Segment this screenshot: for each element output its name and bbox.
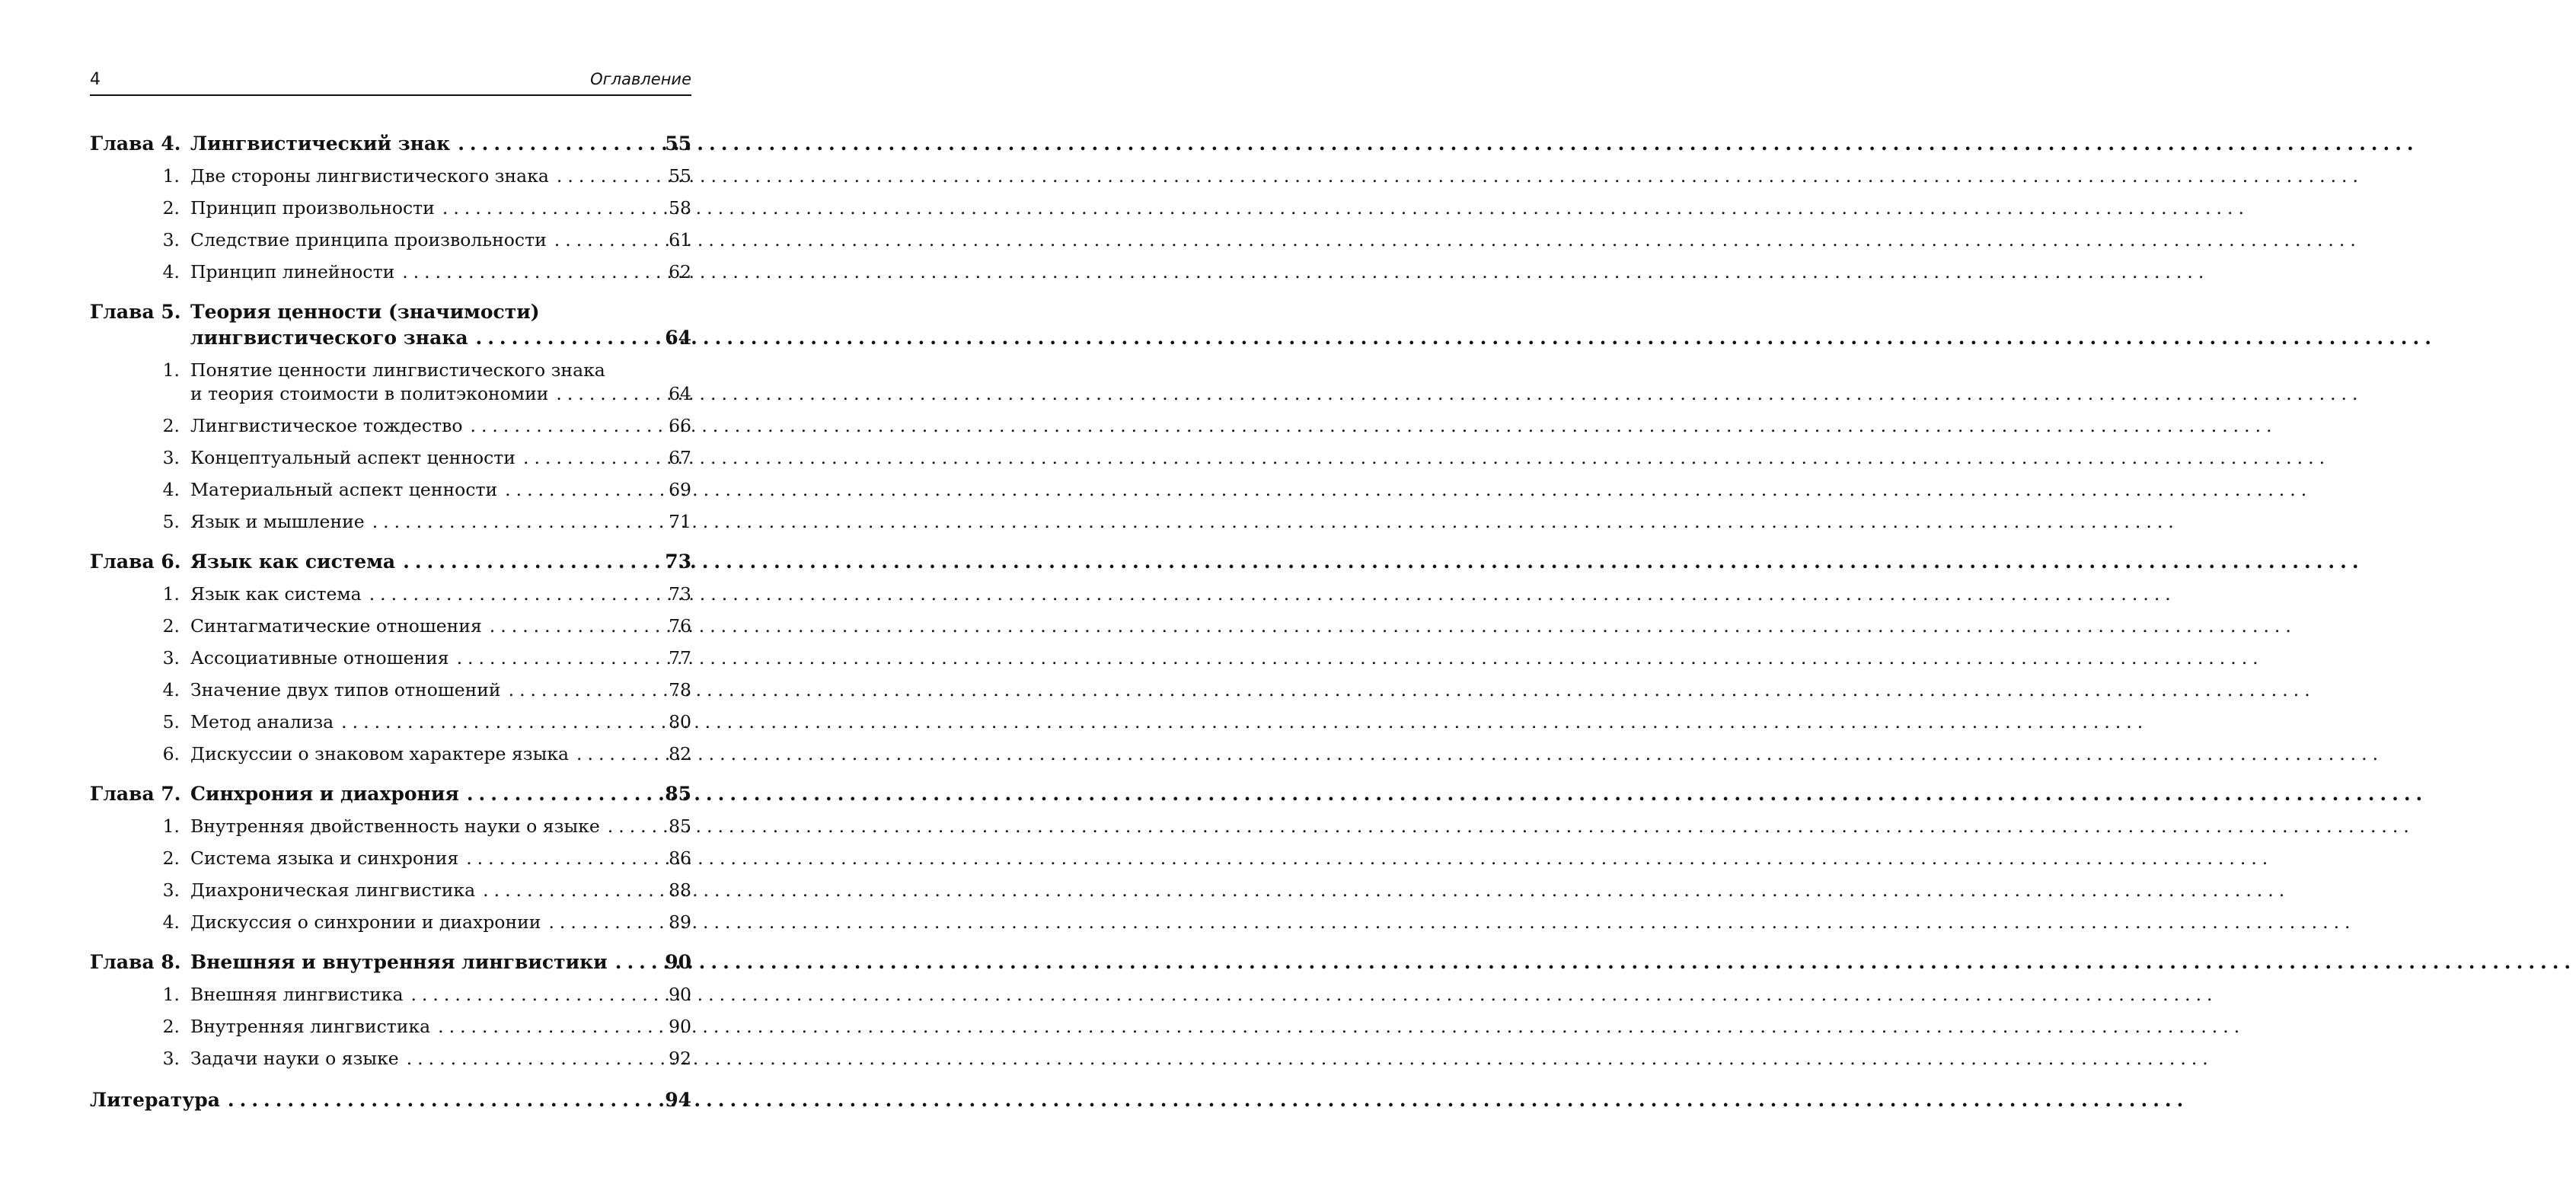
- section-title-line: [190, 260, 691, 284]
- section-title-line: [190, 614, 691, 638]
- section-entry: [90, 614, 691, 638]
- leader-dots: [615, 949, 650, 975]
- section-title-line: [190, 228, 691, 252]
- leader-dots: [557, 164, 650, 188]
- chapter-title-line: [190, 781, 691, 807]
- section-number: 1.: [162, 984, 180, 1005]
- leader-dots: [458, 131, 650, 157]
- leader-dots: [470, 414, 650, 438]
- section-page-number: 77: [669, 647, 691, 669]
- chapter-label: Глава 7.: [90, 783, 181, 805]
- section-title-text: Внешняя лингвистика: [190, 984, 404, 1005]
- leader-dots: [548, 911, 650, 934]
- section-title: [190, 678, 691, 702]
- leader-dots: [442, 196, 650, 220]
- section-entry: [90, 446, 691, 470]
- section-number: 4.: [162, 261, 180, 282]
- section-page-number: 73: [669, 583, 691, 605]
- section-page-number: 90: [669, 984, 691, 1005]
- section-title-text: Дискуссии о знаковом характере языка: [190, 743, 570, 764]
- leader-dots: [466, 847, 650, 870]
- leader-dots: [372, 510, 650, 534]
- section-title-line: [190, 582, 691, 606]
- section-title-text: Синтагматические отношения: [190, 615, 482, 637]
- chapter-label: Глава 8.: [90, 951, 181, 973]
- section-title: [190, 510, 691, 534]
- section-title: [190, 228, 691, 252]
- section-number: 4.: [162, 479, 180, 500]
- section-page-number: 78: [669, 679, 691, 701]
- chapter-title: [190, 131, 691, 157]
- section-entry: [90, 164, 691, 188]
- chapter-label: Глава 6.: [90, 551, 181, 573]
- section-number: 2.: [162, 847, 180, 869]
- chapter-title-text: Синхрония и диахрония: [190, 783, 459, 805]
- chapter-title: [190, 781, 691, 807]
- section-title-line: [190, 742, 691, 766]
- section-title-text: Концептуальный аспект ценности: [190, 447, 516, 468]
- section-title-line: [190, 983, 691, 1007]
- section-entry: [90, 678, 691, 702]
- literature-page-number: 94: [665, 1089, 691, 1111]
- section-title-text: Понятие ценности лингвистического знака: [190, 359, 605, 381]
- section-title: [190, 815, 691, 838]
- leader-dots: [228, 1087, 650, 1113]
- section-title-line: [190, 382, 691, 406]
- section-page-number: 89: [669, 911, 691, 933]
- chapter-page-number: 64: [665, 327, 691, 349]
- section-entry: [90, 742, 691, 766]
- chapter-label: Глава 4.: [90, 132, 181, 155]
- chapter-entry: [90, 549, 691, 575]
- section-number: 3.: [162, 879, 180, 901]
- section-title: [190, 646, 691, 670]
- section-page-number: 80: [669, 711, 691, 732]
- section-page-number: 90: [669, 1016, 691, 1037]
- chapter-title-line: [190, 549, 691, 575]
- leader-dots: [476, 325, 650, 351]
- section-title-line: [190, 815, 691, 838]
- section-entry: [90, 815, 691, 838]
- chapter-title-text: Внешняя и внутренняя лингвистики: [190, 951, 608, 973]
- section-title-text: Язык и мышление: [190, 511, 365, 532]
- running-title: Оглавление: [590, 70, 691, 88]
- section-number: 2.: [162, 415, 180, 436]
- chapter-title-line: [190, 131, 691, 157]
- section-title-line: [190, 678, 691, 702]
- chapter-entry: [90, 949, 691, 975]
- chapter-title-text: Теория ценности (значимости): [190, 301, 540, 323]
- section-title-line: [190, 847, 691, 870]
- chapter-title: [190, 549, 691, 575]
- leader-dots: [457, 646, 650, 670]
- section-entry: [90, 414, 691, 438]
- section-title-line: [190, 478, 691, 502]
- section-title: [190, 414, 691, 438]
- section-title-line: [190, 196, 691, 220]
- section-title: [190, 742, 691, 766]
- section-title-line: [190, 446, 691, 470]
- section-number: 4.: [162, 679, 180, 701]
- section-entry: [90, 911, 691, 934]
- section-title-text: Ассоциативные отношения: [190, 647, 449, 669]
- section-page-number: 62: [669, 261, 691, 282]
- chapter-label: Глава 5.: [90, 301, 181, 323]
- section-number: 3.: [162, 447, 180, 468]
- section-entry: [90, 983, 691, 1007]
- section-page-number: 92: [669, 1048, 691, 1069]
- leader-dots: [407, 1047, 650, 1071]
- section-title: [190, 911, 691, 934]
- section-title-text: Диахроническая лингвистика: [190, 879, 476, 901]
- section-title-text: Внутренняя двойственность науки о языке: [190, 815, 600, 837]
- section-title-text: Принцип линейности: [190, 261, 395, 282]
- leader-dots: [402, 260, 650, 284]
- section-entry: [90, 196, 691, 220]
- section-title: [190, 260, 691, 284]
- section-title-text: Следствие принципа произвольности: [190, 229, 547, 251]
- chapter-title: [190, 299, 691, 351]
- leader-dots: [556, 382, 650, 406]
- section-number: 1.: [162, 815, 180, 837]
- section-title: [190, 983, 691, 1007]
- chapter-entry: [90, 131, 691, 157]
- section-number: 4.: [162, 911, 180, 933]
- section-title-text: Язык как система: [190, 583, 362, 605]
- leader-dots: [438, 1015, 650, 1039]
- section-title: [190, 164, 691, 188]
- section-number: 6.: [162, 743, 180, 764]
- section-entry: [90, 1047, 691, 1071]
- section-title-line: [190, 359, 691, 382]
- leader-dots: [410, 983, 650, 1007]
- section-title: [190, 710, 691, 734]
- section-title-line: [190, 414, 691, 438]
- section-title-text: Внутренняя лингвистика: [190, 1016, 431, 1037]
- leader-dots: [576, 742, 650, 766]
- page-number: 4: [90, 70, 101, 89]
- section-number: 2.: [162, 615, 180, 637]
- section-entry: [90, 582, 691, 606]
- section-page-number: 69: [669, 479, 691, 500]
- section-title-text: Две стороны лингвистического знака: [190, 165, 549, 187]
- section-page-number: 58: [669, 197, 691, 219]
- section-title-line: [190, 710, 691, 734]
- section-page-number: 61: [669, 229, 691, 251]
- section-title: [190, 1047, 691, 1071]
- table-of-contents: [90, 131, 691, 1113]
- section-entry: [90, 1015, 691, 1039]
- section-entry: [90, 879, 691, 902]
- section-entry: [90, 646, 691, 670]
- section-title-line: [190, 510, 691, 534]
- chapter-page-number: 73: [665, 551, 691, 573]
- section-entry: [90, 228, 691, 252]
- leader-dots: [523, 446, 650, 470]
- section-entry: [90, 260, 691, 284]
- section-title: [190, 359, 691, 406]
- section-title-line: [190, 646, 691, 670]
- section-number: 5.: [162, 711, 180, 732]
- section-title-text: Система языка и синхрония: [190, 847, 459, 869]
- leader-dots: [483, 879, 650, 902]
- section-title-text: и теория стоимости в политэкономии: [190, 383, 549, 404]
- chapter-title: [190, 949, 691, 975]
- section-title-line: [190, 911, 691, 934]
- section-number: 1.: [162, 165, 180, 187]
- chapter-page-number: 55: [665, 132, 691, 155]
- leader-dots: [467, 781, 650, 807]
- section-title: [190, 446, 691, 470]
- section-title-text: Значение двух типов отношений: [190, 679, 501, 701]
- section-page-number: 55: [669, 165, 691, 187]
- chapter-page-number: 85: [665, 783, 691, 805]
- section-page-number: 64: [669, 383, 691, 404]
- chapter-title-text: лингвистического знака: [190, 327, 468, 349]
- section-page-number: 67: [669, 447, 691, 468]
- chapter-page-number: 90: [665, 951, 691, 973]
- section-number: 2.: [162, 197, 180, 219]
- section-number: 3.: [162, 229, 180, 251]
- section-title: [190, 614, 691, 638]
- section-number: 1.: [162, 359, 180, 381]
- chapter-entry: [90, 299, 691, 351]
- section-title: [190, 196, 691, 220]
- section-title-line: [190, 1047, 691, 1071]
- section-number: 3.: [162, 1048, 180, 1069]
- section-title-text: Принцип произвольности: [190, 197, 435, 219]
- chapter-entry: [90, 781, 691, 807]
- leader-dots: [490, 614, 650, 638]
- page-header: [90, 67, 691, 96]
- section-title-text: Дискуссия о синхронии и диахронии: [190, 911, 541, 933]
- chapter-title-line: [190, 299, 691, 325]
- section-number: 5.: [162, 511, 180, 532]
- section-title: [190, 847, 691, 870]
- section-title-line: [190, 164, 691, 188]
- section-entry: [90, 847, 691, 870]
- section-title-line: [190, 879, 691, 902]
- section-number: 1.: [162, 583, 180, 605]
- section-page-number: 82: [669, 743, 691, 764]
- chapter-title-line: [190, 949, 691, 975]
- leader-dots: [505, 478, 650, 502]
- section-title: [190, 879, 691, 902]
- section-page-number: 71: [669, 511, 691, 532]
- section-page-number: 66: [669, 415, 691, 436]
- section-number: 2.: [162, 1016, 180, 1037]
- section-title-line: [190, 1015, 691, 1039]
- chapter-title-line: [190, 325, 691, 351]
- leader-dots: [554, 228, 650, 252]
- chapter-title-text: Язык как система: [190, 551, 396, 573]
- section-title-text: Материальный аспект ценности: [190, 479, 498, 500]
- section-page-number: 88: [669, 879, 691, 901]
- literature-title: Литература: [90, 1089, 220, 1111]
- section-title: [190, 582, 691, 606]
- section-title-text: Лингвистическое тождество: [190, 415, 463, 436]
- section-number: 3.: [162, 647, 180, 669]
- section-page-number: 86: [669, 847, 691, 869]
- section-entry: [90, 510, 691, 534]
- section-page-number: 76: [669, 615, 691, 637]
- section-entry: [90, 710, 691, 734]
- section-title: [190, 1015, 691, 1039]
- section-page-number: 85: [669, 815, 691, 837]
- section-entry: [90, 478, 691, 502]
- leader-dots: [369, 582, 650, 606]
- section-title-text: Задачи науки о языке: [190, 1048, 399, 1069]
- leader-dots: [403, 549, 650, 575]
- leader-dots: [608, 815, 650, 838]
- chapter-title-text: Лингвистический знак: [190, 132, 451, 155]
- section-entry: [90, 359, 691, 406]
- section-title: [190, 478, 691, 502]
- book-page: [90, 0, 691, 1200]
- literature-entry: [90, 1087, 691, 1113]
- leader-dots: [341, 710, 650, 734]
- section-title-text: Метод анализа: [190, 711, 334, 732]
- leader-dots: [509, 678, 650, 702]
